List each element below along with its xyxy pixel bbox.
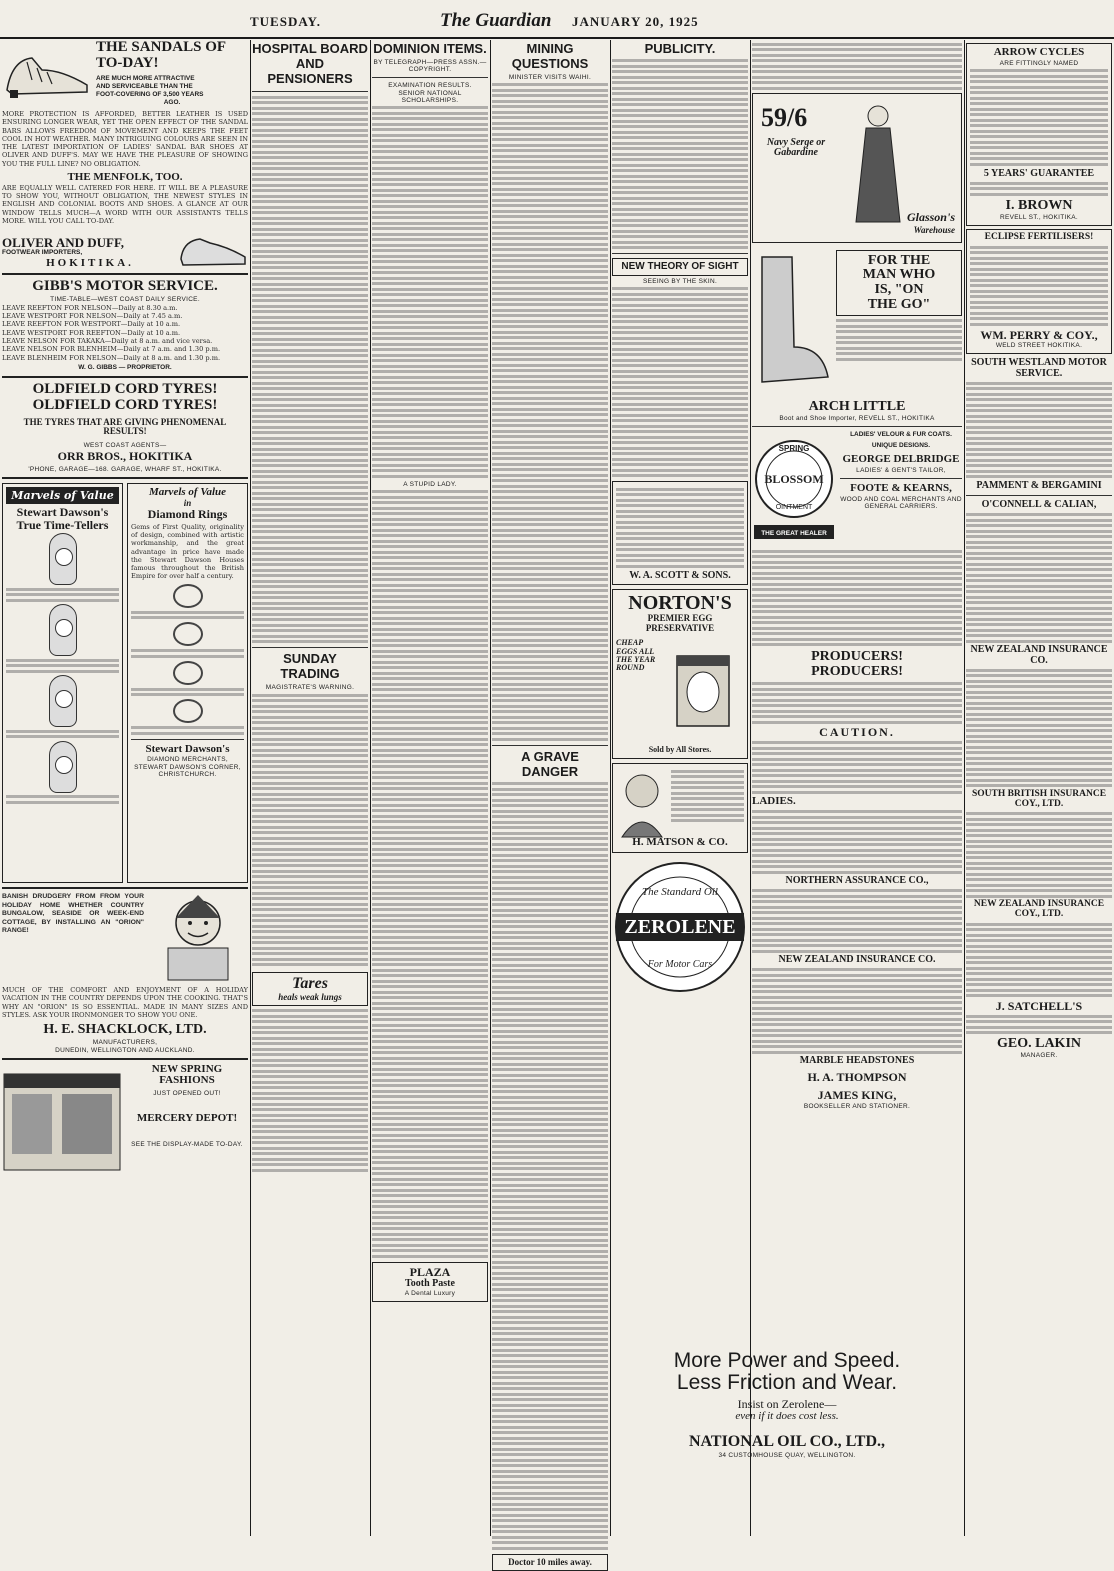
sd-footer-sub: DIAMOND MERCHANTS, bbox=[147, 756, 228, 764]
geo-lakin: GEO. LAKIN bbox=[996, 1035, 1081, 1051]
gibbs-line: LEAVE WESTPORT FOR NELSON—Daily at 7.45 a.m. bbox=[2, 312, 183, 321]
glassons-ad bbox=[752, 93, 962, 243]
marvels-banner-2: Marvels of Value bbox=[149, 486, 226, 499]
south-westland-motor: SOUTH WESTLAND MOTOR SERVICE. bbox=[971, 357, 1107, 379]
serge-title: Navy Serge or Gabardine bbox=[766, 136, 826, 158]
nortons-sub: PREMIER EGG PRESERVATIVE bbox=[645, 613, 715, 633]
blossom-ring-text: SPRING bbox=[778, 444, 810, 454]
gibbs-line: LEAVE BLENHEIM FOR NELSON—Daily at 8 a.m. and 1.30 p.m. bbox=[2, 353, 221, 362]
arch-little-sub: Boot and Shoe Importer, REVELL ST., HOKITIKA bbox=[779, 415, 935, 423]
doctor-ad bbox=[492, 1554, 608, 1571]
column-rule bbox=[610, 40, 611, 1536]
zerolene-insist-sub: even if it does cost less. bbox=[735, 1409, 839, 1422]
nortons-side: CHEAP EGGS ALL THE YEAR ROUND bbox=[616, 638, 656, 673]
shacklock-top: BANISH DRUDGERY FROM FROM YOUR HOLIDAY HOME WHETHER COUNTRY BUNGALOW, SEASIDE OR WEEK-END COTTAGE, BY INSTALLING AN "ORION" RANGE! bbox=[2, 893, 144, 935]
five-years-guarantee: 5 YEARS' GUARANTEE bbox=[983, 167, 1095, 179]
diamond-ring-icon bbox=[173, 699, 203, 723]
gibbs-timetable bbox=[2, 304, 248, 362]
gentleman-boots-illustration bbox=[752, 247, 832, 397]
grave-danger-article bbox=[492, 782, 608, 1550]
masthead bbox=[0, 10, 1114, 36]
shacklock-name: H. E. SHACKLOCK, LTD. bbox=[43, 1022, 207, 1038]
i-brown: I. BROWN bbox=[1005, 197, 1073, 213]
geo-lakin-sub: MANAGER. bbox=[1020, 1052, 1058, 1060]
oliver-duff-trade: FOOTWEAR IMPORTERS, bbox=[2, 249, 83, 257]
zerolene-insist: Insist on Zerolene— bbox=[737, 1397, 837, 1412]
matson-title: H. MATSON & CO. bbox=[632, 836, 728, 849]
grave-danger-headline: A GRAVE DANGER bbox=[521, 748, 579, 779]
h-a-thompson: H. A. THOMPSON bbox=[807, 1069, 907, 1084]
tares-title: Tares bbox=[292, 975, 328, 993]
sunday-trading-sub: MAGISTRATE'S WARNING. bbox=[265, 684, 355, 692]
man-who: MAN WHO bbox=[862, 267, 936, 283]
shacklock-loc: DUNEDIN, WELLINGTON AND AUCKLAND. bbox=[55, 1046, 195, 1054]
sd-footer-loc: STEWART DAWSON'S CORNER, CHRISTCHURCH. bbox=[134, 764, 241, 779]
hospital-board-article bbox=[252, 96, 368, 644]
column-hospital-board bbox=[252, 40, 368, 1536]
arrow-cycles-sub: ARE FITTINGLY NAMED bbox=[999, 59, 1079, 67]
producers-1: PRODUCERS! bbox=[811, 649, 903, 665]
ladies-title: LADIES. bbox=[752, 795, 796, 808]
mining-questions-sub: MINISTER VISITS WAIHI. bbox=[508, 73, 592, 81]
arrow-cycles-ad bbox=[966, 43, 1112, 226]
spring-fashions-sub: JUST OPENED OUT! bbox=[153, 1090, 221, 1097]
diamond-rings-title: Diamond Rings bbox=[147, 507, 228, 522]
sandals-title: THE SANDALS OF TO-DAY! bbox=[96, 39, 226, 71]
south-british-insurance: SOUTH BRITISH INSURANCE COY., LTD. bbox=[971, 788, 1107, 809]
national-oil-sub: 34 CUSTOMHOUSE QUAY, WELLINGTON. bbox=[718, 1452, 856, 1460]
zerolene-logo-text: ZEROLENE bbox=[624, 915, 736, 938]
new-theory-article bbox=[612, 287, 748, 477]
diamond-ring-icon bbox=[173, 584, 203, 608]
eclipse-fertilisers: ECLIPSE FERTILISERS! bbox=[984, 232, 1094, 243]
masthead-title: The Guardian bbox=[440, 10, 552, 31]
plaza-title: PLAZA bbox=[409, 1264, 451, 1279]
watch-illustration bbox=[49, 533, 77, 585]
hospital-board-headline: HOSPITAL BOARD AND PENSIONERS bbox=[252, 41, 368, 86]
column-mining-questions bbox=[492, 40, 608, 1567]
sd-name-1: Stewart Dawson's bbox=[16, 505, 109, 520]
zerolene-ring-text: The Standard Oil bbox=[642, 885, 718, 898]
nz-insurance-mid: NEW ZEALAND INSURANCE CO. bbox=[778, 954, 936, 966]
sandals-side-4: AGO. bbox=[163, 98, 181, 106]
i-brown-sub: REVELL ST., HOKITIKA. bbox=[1000, 214, 1078, 222]
exam-results-head: EXAMINATION RESULTS. bbox=[388, 81, 472, 89]
scott-sons-ad bbox=[612, 481, 748, 585]
exam-results-list bbox=[372, 106, 488, 478]
tyres-title-1: OLDFIELD CORD TYRES! bbox=[32, 381, 218, 398]
foote-kearns: FOOTE & KEARNS, bbox=[850, 481, 952, 494]
rings-body: Gems of First Quality, originality of design, combined with artistic workmanship, and the great advantage in price have made the Stewart Dawson Houses famous throughout the British Empire for over half a century. bbox=[131, 522, 244, 581]
satchells: J. SATCHELL'S bbox=[995, 998, 1083, 1013]
glasson-sub: Warehouse bbox=[913, 225, 955, 236]
oconnell-calian: O'CONNELL & CALIAN, bbox=[981, 499, 1097, 511]
nortons-egg-ad bbox=[612, 589, 748, 759]
publicity-article bbox=[612, 59, 748, 249]
lady-dress-illustration bbox=[848, 102, 908, 232]
gibbs-line: LEAVE WESTPORT FOR REEFTON—Daily at 10 a.m. bbox=[2, 328, 181, 337]
spring-fashions-title: NEW SPRING FASHIONS bbox=[151, 1062, 223, 1087]
nortons-title: NORTON'S bbox=[628, 592, 732, 615]
gibbs-line: LEAVE REEFTON FOR NELSON—Daily at 8.30 a.m. bbox=[2, 303, 178, 312]
nz-insurance-right: NEW ZEALAND INSURANCE CO. bbox=[970, 644, 1108, 666]
blossom-ointment-illustration bbox=[752, 431, 836, 547]
arch-little: ARCH LITTLE bbox=[808, 398, 906, 414]
foote-kearns-sub: WOOD AND COAL MERCHANTS AND GENERAL CARRIERS. bbox=[840, 495, 962, 510]
sd-footer-name: Stewart Dawson's bbox=[145, 742, 230, 755]
column-rule bbox=[490, 40, 491, 1536]
mens-shoe-illustration bbox=[178, 229, 248, 269]
column-rule bbox=[964, 40, 965, 1536]
plaza-sub2: A Dental Luxury bbox=[404, 1290, 456, 1298]
column-rule bbox=[250, 40, 251, 1536]
plaza-sub: Tooth Paste bbox=[405, 1277, 455, 1289]
publicity-headline: PUBLICITY. bbox=[644, 41, 716, 56]
sandals-side-3: FOOT-COVERING OF 3,500 YEARS bbox=[96, 90, 204, 98]
zerolene-slogan-ad bbox=[612, 1350, 962, 1530]
masthead-date: JANUARY 20, 1925 bbox=[572, 14, 699, 29]
tyres-subtitle: THE TYRES THAT ARE GIVING PHENOMENAL RESULTS! bbox=[23, 416, 227, 436]
sandals-side-1: ARE MUCH MORE ATTRACTIVE bbox=[96, 74, 195, 82]
oliver-duff-name: OLIVER AND DUFF, bbox=[2, 234, 124, 250]
eclipse-fertilisers-ad bbox=[966, 229, 1112, 354]
delbridge-sub: LADIES' & GENT'S TAILOR, bbox=[856, 466, 946, 474]
watch-illustration bbox=[49, 741, 77, 793]
time-tellers: True Time-Tellers bbox=[16, 517, 109, 532]
exam-results-sub: SENIOR NATIONAL SCHOLARSHIPS. bbox=[398, 89, 462, 104]
column-rule bbox=[370, 40, 371, 1536]
tyres-title-2: OLDFIELD CORD TYRES! bbox=[32, 396, 218, 413]
oliver-duff-place: HOKITIKA. bbox=[46, 256, 134, 269]
shacklock-trade: MANUFACTURERS, bbox=[92, 1038, 158, 1046]
george-delbridge: GEORGE DELBRIDGE bbox=[842, 453, 960, 466]
for-the: FOR THE bbox=[867, 252, 931, 268]
tyres-orr-bros: ORR BROS., HOKITIKA bbox=[57, 449, 193, 464]
national-oil: NATIONAL OIL CO., LTD., bbox=[688, 1433, 886, 1451]
masthead-day: TUESDAY. bbox=[250, 14, 321, 29]
dominion-items-headline: DOMINION ITEMS. bbox=[373, 41, 487, 56]
menfolk-title: THE MENFOLK, TOO. bbox=[67, 171, 183, 184]
sandals-side-2: AND SERVICEABLE THAN THE bbox=[96, 82, 193, 90]
mercery-sub: SEE THE DISPLAY-MADE TO-DAY. bbox=[131, 1140, 243, 1148]
arrow-cycles: ARROW CYCLES bbox=[993, 46, 1085, 58]
pamment-bergamini: PAMMENT & BERGAMINI bbox=[976, 479, 1102, 491]
new-theory-headline: NEW THEORY OF SIGHT bbox=[612, 258, 748, 276]
gibbs-line: LEAVE NELSON FOR BLENHEIM—Daily at 7 a.m. and 1.30 p.m. bbox=[2, 345, 221, 354]
serge-price: 59/6 bbox=[761, 102, 808, 132]
gibbs-subtitle: TIME-TABLE—WEST COAST DAILY SERVICE. bbox=[50, 295, 200, 303]
glasson-name: Glasson's bbox=[906, 209, 955, 224]
sandals-body: MORE PROTECTION IS AFFORDED, BETTER LEATHER IS USED ENSURING LONGER WEAR, YET THE OPEN EFFECT OF THE SANDAL BARS ALLOWS FREEDOM OF MOVEMENT AND KEEPS THE FEET COOL IN HOT WEATHER. MANY INTRIGUING COLOURS ARE SEEN IN THE LATEST IMPORTATION OF LADIES' SANDAL BAR SHOES AT OLIVER AND DUFF'S. MAY WE HAVE THE PLEASURE OF SHOWING YOU THE FULL LINE? NO OBLIGATION. bbox=[2, 110, 248, 168]
mining-questions-headline: MINING QUESTIONS bbox=[511, 41, 589, 71]
zerolene-ring-text-2: For Motor Cars bbox=[647, 958, 713, 970]
nortons-tin-illustration bbox=[673, 650, 733, 730]
man-on-the-go-ad bbox=[836, 250, 962, 317]
northern-assurance: NORTHERN ASSURANCE CO., bbox=[785, 875, 929, 887]
blossom-text: BLOSSOM bbox=[764, 472, 824, 487]
column-advertisements-left bbox=[2, 40, 248, 1536]
james-king: JAMES KING, bbox=[817, 1088, 897, 1103]
stewart-dawson-rings-ad bbox=[127, 483, 248, 883]
james-king-sub: BOOKSELLER AND STATIONER. bbox=[803, 1102, 911, 1110]
nz-insurance-coy: NEW ZEALAND INSURANCE COY., LTD. bbox=[973, 899, 1105, 920]
producers-2: PRODUCERS! bbox=[811, 663, 903, 679]
new-theory-sub: SEEING BY THE SKIN. bbox=[642, 277, 718, 285]
mining-article bbox=[492, 83, 608, 741]
the-go: THE GO" bbox=[867, 296, 931, 312]
zerolene-more-power: More Power and Speed. bbox=[673, 1349, 901, 1372]
shopfront-illustration bbox=[2, 1064, 122, 1174]
diamond-ring-icon bbox=[173, 661, 203, 685]
blossom-oint-text: OINTMENT bbox=[775, 504, 813, 512]
caution-title: CAUTION. bbox=[819, 725, 895, 740]
tyres-footer: 'PHONE, GARAGE—168. GARAGE, WHARF ST., HOKITIKA. bbox=[28, 466, 222, 474]
zerolene-logo bbox=[612, 857, 748, 997]
tyres-agents: WEST COAST AGENTS— bbox=[83, 442, 167, 450]
tares-ad bbox=[252, 972, 368, 1006]
gibbs-proprietor: W. G. GIBBS — PROPRIETOR. bbox=[78, 363, 172, 371]
is-on: IS, "ON bbox=[874, 281, 924, 297]
watch-illustration bbox=[49, 675, 77, 727]
marvels-banner-1: Marvels of Value bbox=[6, 487, 119, 504]
wm-perry: WM. PERRY & COY., bbox=[980, 327, 1098, 342]
tares-sub: heals weak lungs bbox=[278, 991, 342, 1002]
stupid-lady-head: A STUPID LADY. bbox=[403, 480, 457, 488]
column-publicity bbox=[612, 40, 748, 1536]
plaza-tooth-paste-ad bbox=[372, 1262, 488, 1302]
nortons-footer: Sold by All Stores. bbox=[648, 745, 712, 755]
zerolene-less-friction: Less Friction and Wear. bbox=[676, 1371, 898, 1395]
watch-illustration bbox=[49, 604, 77, 656]
in-label: in bbox=[183, 497, 192, 508]
diamond-ring-icon bbox=[173, 622, 203, 646]
column-advertisements-right bbox=[966, 40, 1112, 1536]
shacklock-body: MUCH OF THE COMFORT AND ENJOYMENT OF A HOLIDAY VACATION IN THE COUNTRY DEPENDS UPON THE COOKING. THAT'S WHY AN "ORION" IS SO ESSENTIAL. MADE IN MANY SIZES AND STYLES. ASK YOUR IRONMONGER TO SHOW YOU ONE. bbox=[2, 986, 248, 1019]
blossom-footer: THE GREAT HEALER bbox=[761, 530, 827, 538]
gibbs-title: GIBB'S MOTOR SERVICE. bbox=[32, 278, 218, 295]
gibbs-line: LEAVE NELSON FOR TAKAKA—Daily at 8 a.m. and vice versa. bbox=[2, 337, 213, 346]
column-advertisements-middle bbox=[752, 40, 962, 1340]
sunday-trading-article bbox=[252, 694, 368, 967]
zerolene-ad bbox=[612, 857, 748, 1001]
column-rule bbox=[750, 40, 751, 1536]
wm-perry-sub: WELD STREET HOKITIKA. bbox=[995, 342, 1083, 350]
webster-portrait-illustration bbox=[616, 767, 668, 837]
marble-headstones: MARBLE HEADSTONES bbox=[799, 1055, 915, 1067]
menfolk-body: ARE EQUALLY WELL CATERED FOR HERE. IT WILL BE A PLEASURE TO SHOW YOU, WITHOUT OBLIGATION, THE NEWEST STYLES IN ENGLISH AND COLONIAL BOOTS AND SHOES. A GLANCE AT OUR WINDOW TELLS MUCH—A WORD WITH OUR ASSISTANTS TELLS MORE. WILL YOU CALL TO-DAY. bbox=[2, 183, 248, 225]
stewart-dawson-watches-ad bbox=[2, 483, 123, 883]
matson-ad bbox=[612, 763, 748, 853]
sunday-trading-headline: SUNDAY TRADING bbox=[280, 651, 340, 682]
doctor-title: Doctor 10 miles away. bbox=[508, 1556, 592, 1567]
dominion-items-sub: BY TELEGRAPH—PRESS ASSN.—COPYRIGHT. bbox=[373, 58, 487, 73]
mercery-depot: MERCERY DEPOT! bbox=[136, 1112, 238, 1124]
scott-sons-title: W. A. SCOTT & SONS. bbox=[629, 569, 731, 581]
sandal-shoe-illustration bbox=[2, 40, 92, 100]
orion-range-man-illustration bbox=[148, 893, 248, 983]
delbridge-top: LADIES' VELOUR & FUR COATS. bbox=[850, 431, 952, 439]
delbridge-mid: UNIQUE DESIGNS. bbox=[871, 442, 931, 450]
gibbs-line: LEAVE REEFTON FOR WESTPORT—Daily at 10 a.m. bbox=[2, 320, 181, 329]
column-dominion-items bbox=[372, 40, 488, 1536]
